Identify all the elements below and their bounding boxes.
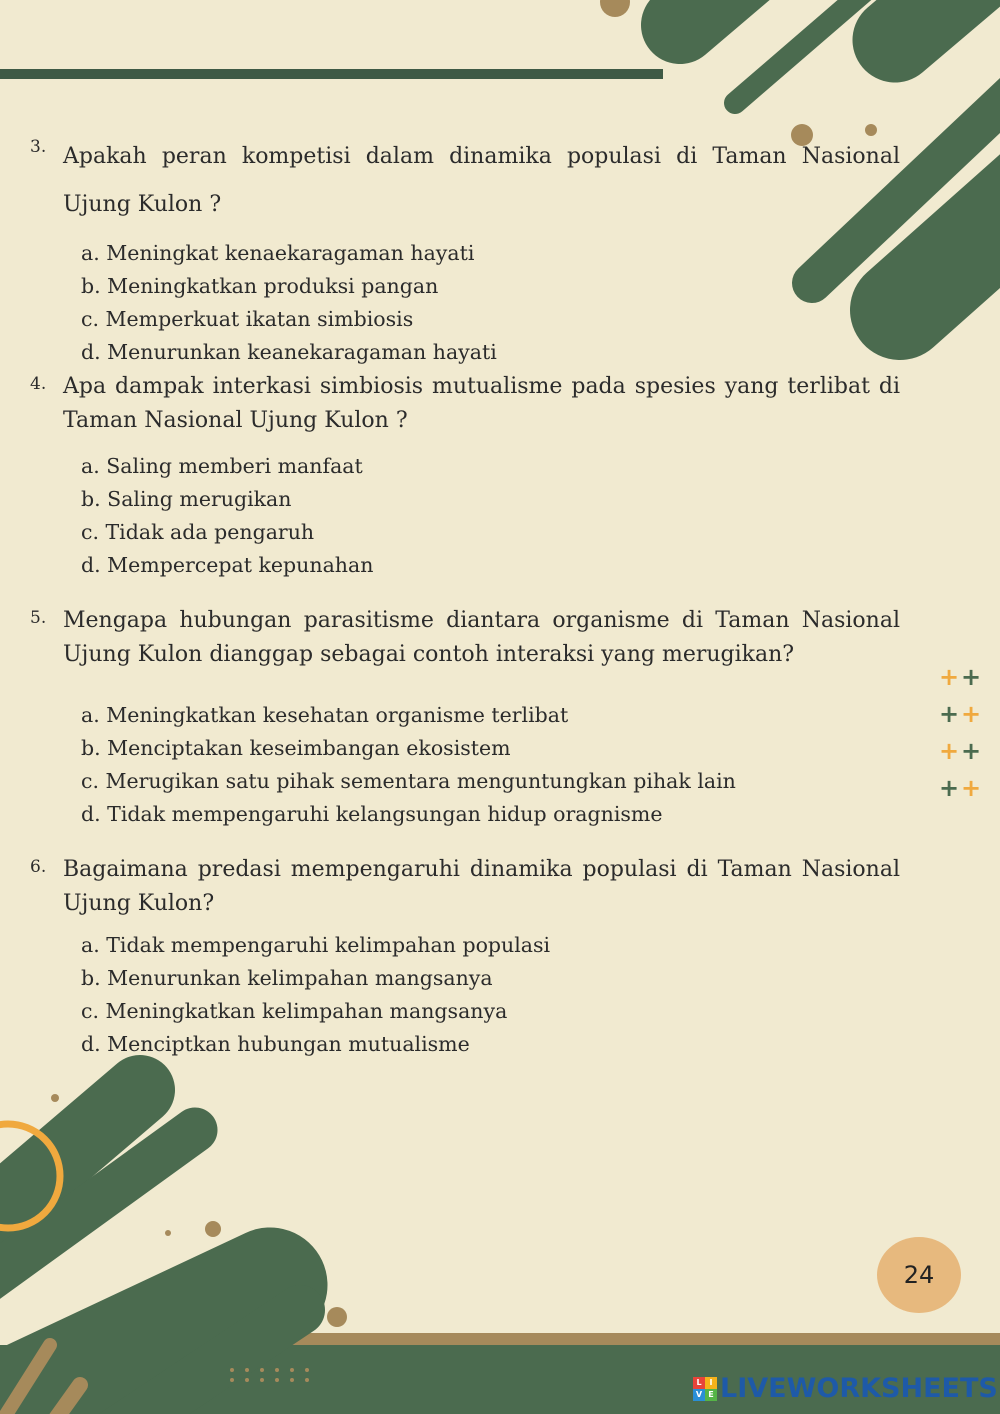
- option-b[interactable]: b. Menciptakan keseimbangan ekosistem: [81, 736, 511, 760]
- plus-icon: +: [938, 737, 960, 765]
- question-text: Apa dampak interkasi simbiosis mutualisme pada spesies yang terlibat di Taman Nasional Ujung Kulon ?: [63, 374, 900, 433]
- question-number: 6.: [30, 857, 47, 877]
- logo-text: LIVEWORKSHEETS: [720, 1373, 998, 1404]
- deco-pill: [895, 0, 1000, 40]
- option-d[interactable]: d. Menurunkan keanekaragaman hayati: [81, 340, 497, 364]
- deco-dot: [165, 1230, 171, 1236]
- plus-icon: +: [960, 774, 982, 802]
- option-a[interactable]: a. Meningkat kenaekaragaman hayati: [81, 241, 475, 265]
- question-text: Mengapa hubungan parasitisme diantara organisme di Taman Nasional Ujung Kulon dianggap sebagai contoh interaksi yang merugikan?: [63, 608, 900, 667]
- option-a[interactable]: a. Meningkatkan kesehatan organisme terlibat: [81, 703, 569, 727]
- option-c[interactable]: c. Merugikan satu pihak sementara menguntungkan pihak lain: [81, 769, 736, 793]
- option-d[interactable]: d. Menciptkan hubungan mutualisme: [81, 1032, 470, 1056]
- question-6: [30, 853, 900, 1061]
- plus-icon: +: [960, 663, 982, 691]
- deco-dot: [600, 0, 630, 17]
- plus-icon: +: [960, 700, 982, 728]
- question-4: [30, 370, 900, 582]
- logo-letter: V: [693, 1389, 705, 1401]
- logo-letter: E: [705, 1389, 717, 1401]
- plus-icon: +: [938, 663, 960, 691]
- option-list: [81, 699, 900, 831]
- question-number: 3.: [30, 137, 47, 157]
- page-number: 24: [877, 1237, 961, 1313]
- liveworksheets-logo[interactable]: [693, 1373, 998, 1404]
- option-b[interactable]: b. Menurunkan kelimpahan mangsanya: [81, 966, 493, 990]
- plus-icon: +: [938, 700, 960, 728]
- option-b[interactable]: b. Meningkatkan produksi pangan: [81, 274, 439, 298]
- question-number: 4.: [30, 374, 47, 394]
- option-d[interactable]: d. Mempercepat kepunahan: [81, 553, 374, 577]
- option-c[interactable]: c. Tidak ada pengaruh: [81, 520, 315, 544]
- option-list: [81, 237, 900, 369]
- plus-icon: +: [938, 774, 960, 802]
- logo-letter: I: [705, 1377, 717, 1389]
- option-a[interactable]: a. Tidak mempengaruhi kelimpahan populasi: [81, 933, 551, 957]
- option-c[interactable]: c. Memperkuat ikatan simbiosis: [81, 307, 414, 331]
- option-b[interactable]: b. Saling merugikan: [81, 487, 292, 511]
- question-text: Apakah peran kompetisi dalam dinamika populasi di Taman Nasional Ujung Kulon ?: [63, 144, 900, 217]
- option-list: [81, 929, 900, 1061]
- logo-letter: L: [693, 1377, 705, 1389]
- logo-mark-icon: [693, 1377, 717, 1401]
- top-divider-bar: [0, 69, 663, 79]
- deco-pill: [680, 0, 780, 25]
- option-list: [81, 450, 900, 582]
- deco-dot: [51, 1094, 59, 1102]
- plus-icon: +: [960, 737, 982, 765]
- option-a[interactable]: a. Saling memberi manfaat: [81, 454, 363, 478]
- question-5: [30, 604, 900, 831]
- plus-sign-decoration: [938, 664, 986, 812]
- option-d[interactable]: d. Tidak mempengaruhi kelangsungan hidup oragnisme: [81, 802, 663, 826]
- deco-dot: [327, 1307, 347, 1327]
- question-number: 5.: [30, 608, 47, 628]
- deco-dot: [205, 1221, 221, 1237]
- question-3: [30, 133, 900, 369]
- option-c[interactable]: c. Meningkatkan kelimpahan mangsanya: [81, 999, 508, 1023]
- question-text: Bagaimana predasi mempengaruhi dinamika populasi di Taman Nasional Ujung Kulon?: [63, 857, 900, 916]
